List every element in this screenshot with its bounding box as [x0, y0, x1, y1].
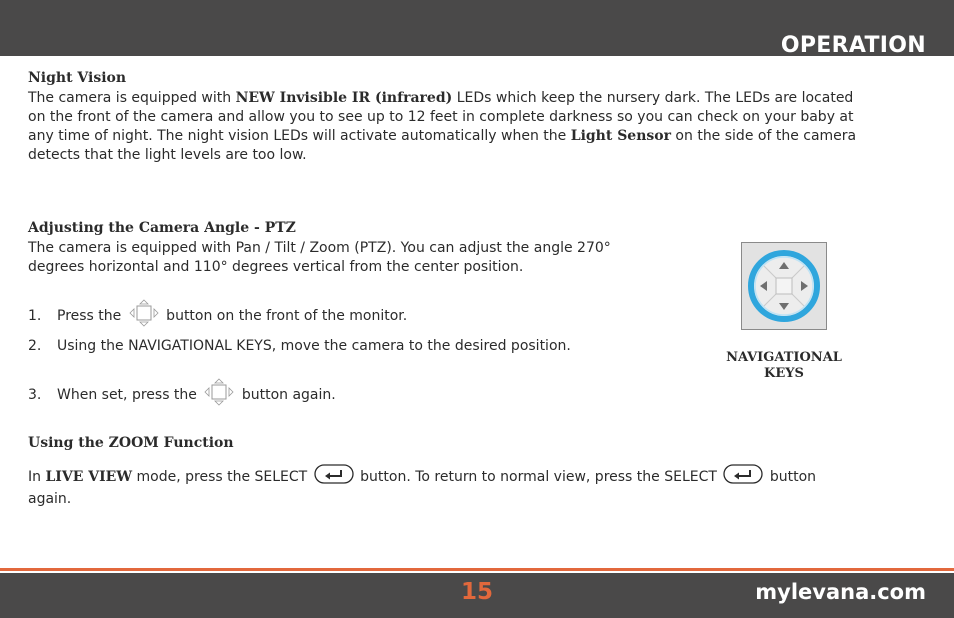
- zoom-heading: Using the ZOOM Function: [28, 435, 234, 451]
- step-text: Using the NAVIGATIONAL KEYS, move the camera to the desired position.: [57, 338, 571, 354]
- step-number: 3.: [28, 387, 42, 403]
- night-vision-paragraph: [28, 89, 858, 165]
- step-text-before: Press the: [57, 308, 126, 324]
- step-text-after: button again.: [237, 387, 336, 403]
- ptz-intro-line-1: The camera is equipped with Pan / Tilt / Zoom (PTZ). You can adjust the angle 270°: [28, 240, 611, 256]
- ptz-intro-line-2: degrees horizontal and 110° degrees vertical from the center position.: [28, 259, 524, 275]
- navigation-keypad-icon: [742, 243, 826, 329]
- nv-highlight-sensor: Light Sensor: [570, 128, 671, 144]
- zoom-highlight-live-view: LIVE VIEW: [45, 469, 133, 485]
- zoom-paragraph: [28, 464, 858, 509]
- caption-line-2: KEYS: [764, 366, 804, 381]
- ptz-intro: [28, 239, 668, 277]
- caption-line-1: NAVIGATIONAL: [726, 350, 842, 365]
- night-vision-heading: Night Vision: [28, 70, 127, 86]
- step-text-after: button on the front of the monitor.: [161, 308, 408, 324]
- ptz-step-3: [28, 378, 336, 412]
- page-number: 15: [460, 579, 493, 605]
- zoom-text-2: mode, press the SELECT: [132, 469, 312, 485]
- zoom-text-4: button again.: [28, 469, 817, 507]
- step-number: 2.: [28, 338, 42, 354]
- ptz-step-1: [28, 299, 407, 333]
- zoom-text-1: In: [28, 469, 46, 485]
- nv-text-1: The camera is equipped with: [28, 90, 236, 106]
- nv-highlight-ir: NEW Invisible IR (infrared): [235, 90, 453, 106]
- ptz-heading: Adjusting the Camera Angle - PTZ: [28, 220, 296, 236]
- step-text-before: When set, press the: [57, 387, 202, 403]
- nv-text-3: on the side of the camera detects that the light levels are too low.: [28, 128, 857, 163]
- section-title: OPERATION: [780, 33, 926, 58]
- navigation-keys-icon: [128, 299, 160, 333]
- navigational-keys-caption: [700, 350, 868, 382]
- navigation-keys-icon: [203, 378, 235, 412]
- ptz-step-2: [28, 337, 571, 356]
- select-enter-icon: [314, 464, 354, 490]
- navigation-keypad-image: [741, 242, 827, 330]
- zoom-text-3: button. To return to normal view, press the SELECT: [355, 469, 722, 485]
- footer-accent-rule: [0, 568, 954, 571]
- nv-text-2: LEDs which keep the nursery dark. The LEDs are located on the front of the camera and allow you to see up to 12 feet in complete darkness so you can check on your baby at any time of night. The night vision LEDs will activate automatically when the: [28, 90, 854, 144]
- select-enter-icon: [723, 464, 763, 490]
- website-link[interactable]: mylevana.com: [755, 580, 926, 604]
- step-number: 1.: [28, 308, 42, 324]
